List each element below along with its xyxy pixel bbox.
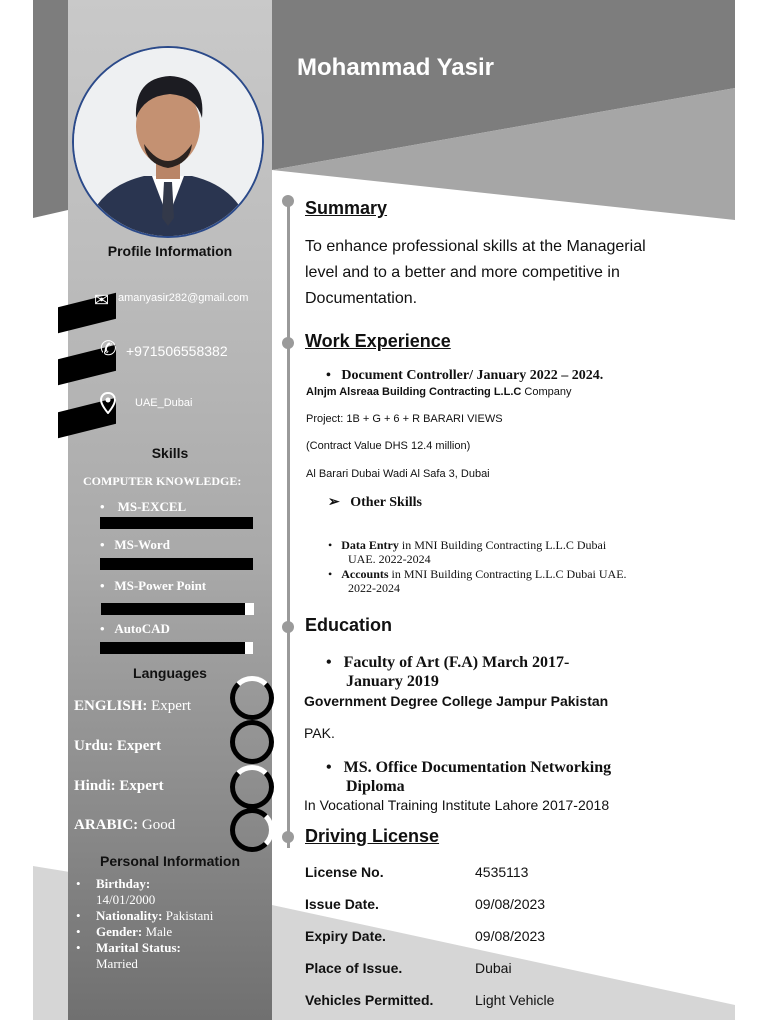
language-arabic: ARABIC: Good — [74, 817, 176, 833]
person-avatar-icon — [74, 48, 262, 236]
work-project: Project: 1B + G + 6 + R BARARI VIEWS — [306, 413, 503, 425]
education-item-diploma: • MS. Office Documentation Networking Diploma — [326, 759, 612, 795]
skill-label-autocad: • AutoCAD — [100, 621, 170, 636]
timeline-dot-summary — [282, 195, 294, 207]
skill-bar-fill — [100, 517, 253, 529]
profile-photo — [72, 46, 264, 238]
work-contract: (Contract Value DHS 12.4 million) — [306, 440, 471, 452]
timeline-dot-license — [282, 831, 294, 843]
driving-license-title: Driving License — [305, 826, 440, 846]
location-pin-icon — [100, 392, 116, 417]
work-experience-title: Work Experience — [305, 331, 451, 351]
work-address: Al Barari Dubai Wadi Al Safa 3, Dubai — [306, 468, 490, 480]
language-english: ENGLISH: Expert — [74, 698, 192, 714]
candidate-name: Mohammad Yasir — [297, 54, 494, 81]
summary-title: Summary — [305, 198, 388, 218]
other-skill-accounts: • Accounts in MNI Building Contracting L.L.C Dubai UAE. 2022-2024 — [328, 567, 627, 595]
personal-birthday: • Birthday: 14/01/2000 — [74, 876, 264, 908]
work-role: • Document Controller/ January 2022 – 2024. — [326, 368, 604, 383]
education-institute: In Vocational Training Institute Lahore 2017-2018 — [304, 797, 610, 813]
personal-info-list — [74, 876, 264, 972]
other-skills-title: ➢ Other Skills — [328, 495, 422, 510]
language-hindi: Hindi: Expert — [74, 778, 164, 794]
skill-bar-autocad — [100, 642, 253, 654]
skill-bar-fill — [100, 558, 253, 570]
skill-label-excel: • MS-EXCEL — [100, 499, 187, 514]
skill-bar-powerpoint — [101, 603, 254, 615]
issue-date-value: 09/08/2023 — [475, 896, 546, 912]
expiry-date-label: Expiry Date. — [305, 928, 386, 944]
vehicles-permitted-label: Vehicles Permitted. — [305, 992, 434, 1008]
place-of-issue-label: Place of Issue. — [305, 960, 403, 976]
language-ring-hindi — [230, 765, 274, 809]
skill-bar-fill — [101, 603, 245, 615]
personal-marital-status: • Marital Status: Married — [74, 940, 264, 972]
language-ring-arabic — [230, 808, 274, 852]
summary-text: To enhance professional skills at the Managerial level and to a better and more competitive in Documentation. — [305, 238, 646, 307]
work-company: Alnjm Alsreaa Building Contracting L.L.C Company — [306, 386, 572, 398]
skill-bar-excel — [100, 517, 253, 529]
envelope-icon: ✉ — [94, 290, 110, 310]
place-of-issue-value: Dubai — [475, 960, 512, 976]
computer-knowledge-heading: COMPUTER KNOWLEDGE: — [83, 474, 242, 488]
issue-date-label: Issue Date. — [305, 896, 379, 912]
education-college: Government Degree College Jampur Pakistan — [304, 693, 609, 709]
personal-gender: • Gender: Male — [74, 924, 264, 940]
phone-icon: ✆ — [100, 338, 117, 360]
profile-information-heading: Profile Information — [107, 243, 233, 259]
timeline-dot-work — [282, 337, 294, 349]
other-skill-data-entry: • Data Entry in MNI Building Contracting L.L.C Dubai UAE. 2022-2024 — [328, 538, 607, 566]
personal-nationality: • Nationality: Pakistani — [74, 908, 264, 924]
license-number-value: 4535113 — [475, 864, 529, 880]
email-text[interactable]: amanyasir282@gmail.com — [118, 292, 249, 304]
skill-label-word: • MS-Word — [100, 537, 170, 552]
personal-information-heading: Personal Information — [99, 853, 241, 869]
timeline-line — [287, 200, 290, 848]
phone-text[interactable]: +971506558382 — [126, 343, 228, 359]
education-item-fa: • Faculty of Art (F.A) March 2017- January 2019 — [326, 654, 570, 690]
skill-label-powerpoint: • MS-Power Point — [100, 578, 207, 593]
skills-heading: Skills — [151, 445, 189, 461]
timeline-dot-education — [282, 621, 294, 633]
license-number-label: License No. — [305, 864, 384, 880]
education-country: PAK. — [304, 725, 335, 741]
education-title: Education — [305, 615, 393, 635]
language-urdu: Urdu: Expert — [74, 738, 162, 754]
header-band-left — [33, 0, 68, 218]
vehicles-permitted-value: Light Vehicle — [475, 992, 555, 1008]
language-ring-english — [230, 676, 274, 720]
skill-bar-word — [100, 558, 253, 570]
expiry-date-value: 09/08/2023 — [475, 928, 546, 944]
language-ring-urdu — [230, 720, 274, 764]
languages-heading: Languages — [133, 665, 207, 681]
location-text: UAE_Dubai — [135, 397, 193, 409]
skill-bar-fill — [100, 642, 245, 654]
